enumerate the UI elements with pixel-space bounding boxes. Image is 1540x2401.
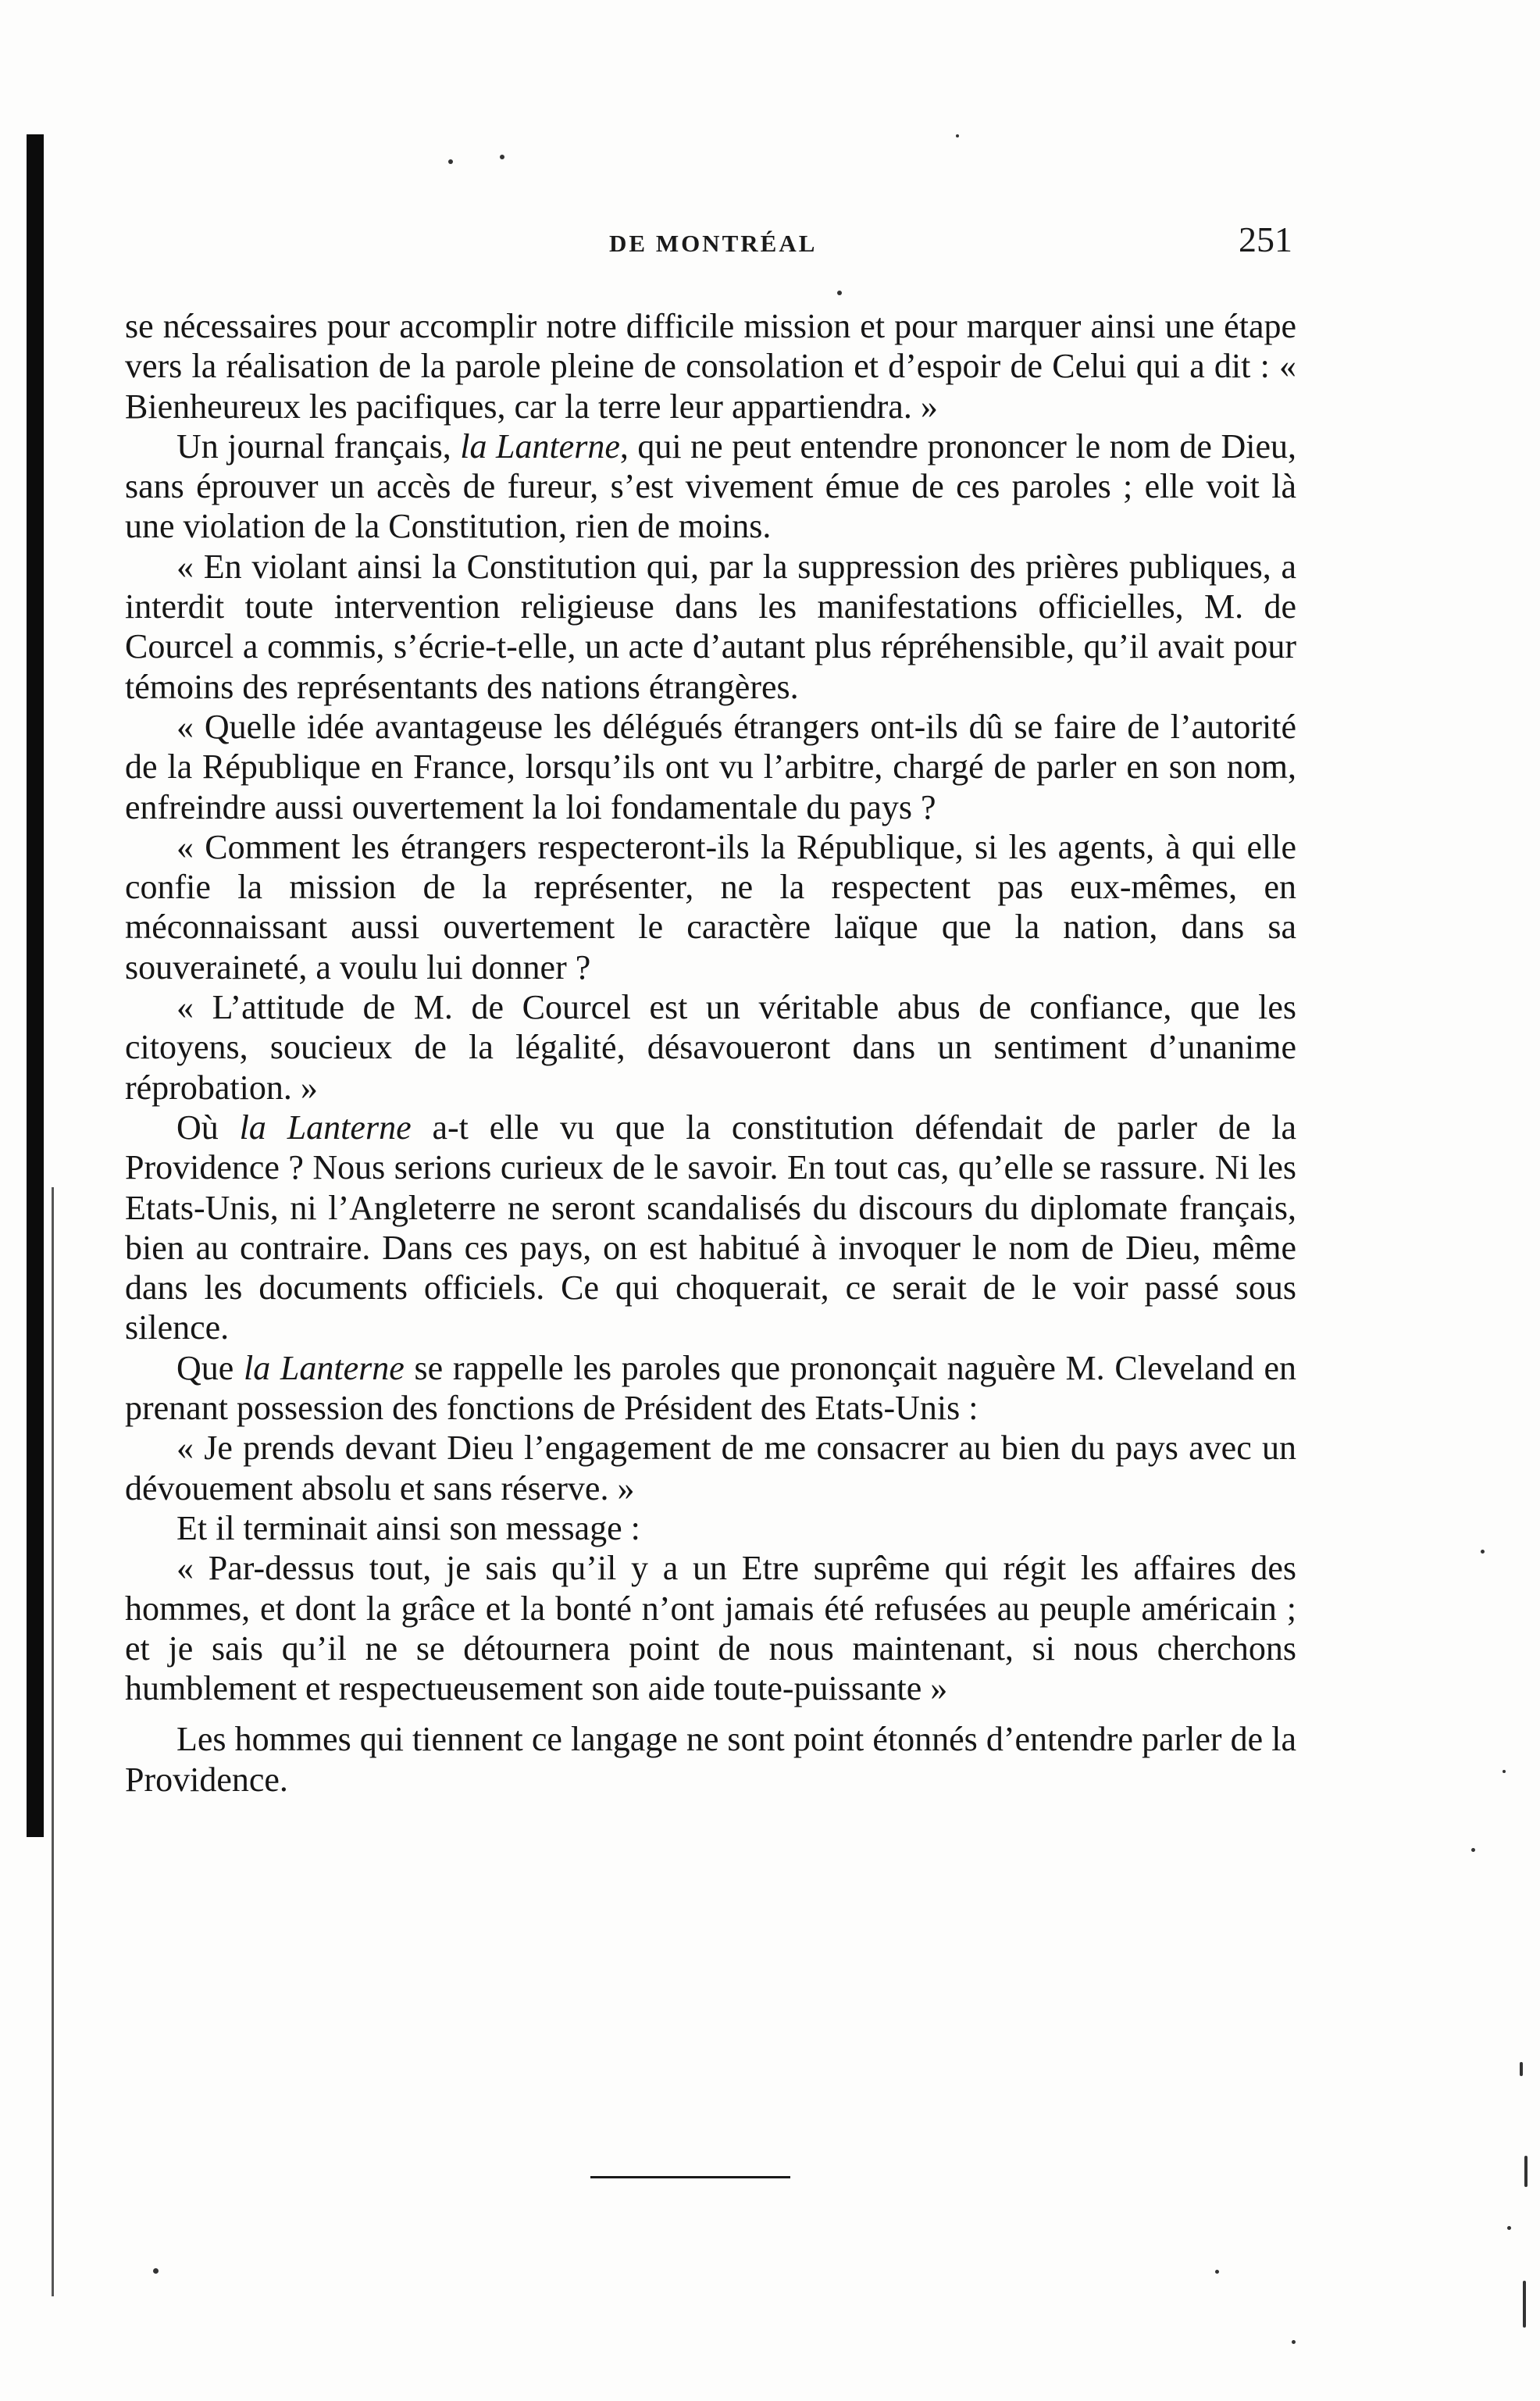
paragraph (125, 1508, 1296, 1548)
text-run: Que (176, 1348, 244, 1387)
paragraph (125, 1548, 1296, 1708)
paragraph (125, 426, 1296, 547)
body-text (125, 306, 1296, 1800)
text-run: se rappelle les paroles que prononçait naguère M. Cleveland en prenant possession des fonctions de Président des Etats-Unis : (125, 1348, 1296, 1428)
text-run: « En violant ainsi la Constitution qui, par la suppression des prières publiques, a interdit toute intervention religieuse dans les manifestations officielles, M. de Courcel a commis, s’écrie-t-elle, un acte d’autant plus répréhensible, qu’il avait pour témoins des représentants des nations étrangères. (125, 547, 1296, 706)
text-run: « Comment les étrangers respecteront-ils la République, si les agents, à qui elle confie la mission de la représenter, ne la respectent pas eux-mêmes, en méconnaissant aussi ouvertement le caractère laïque que la nation, dans sa souveraineté, a voulu lui donner ? (125, 827, 1296, 986)
paragraph (125, 1348, 1296, 1429)
paragraph (125, 306, 1296, 426)
binding-edge-shadow (27, 134, 44, 1837)
scan-speck (1524, 2156, 1528, 2187)
italic-title: la Lanterne (460, 426, 620, 466)
paragraph (125, 707, 1296, 827)
text-run: « Par-dessus tout, je sais qu’il y a un Etre suprême qui régit les affaires des hommes, et dont la grâce et la bonté n’ont jamais été refusées au peuple américain ; et je sais qu’il ne se détournera point de nous maintenant, si nous cherchons humblement et respectueusement son aide toute-puissante » (125, 1549, 1296, 1708)
italic-title: la Lanterne (244, 1348, 405, 1387)
text-run: se nécessaires pour accomplir notre difficile mission et pour marquer ainsi une étape vers la réalisation de la parole pleine de consolation et d’espoir de Celui qui a dit : « Bienheureux les pacifiques, car la terre leur appartiendra. » (125, 307, 1296, 426)
paragraph (125, 1428, 1296, 1508)
scan-speck (1520, 2062, 1523, 2076)
scan-speck (1523, 2281, 1526, 2328)
text-run: « L’attitude de M. de Courcel est un véritable abus de confiance, que les citoyens, soucieux de la légalité, désavoueront dans un sentiment d’unanime réprobation. » (125, 988, 1296, 1107)
scan-speck (448, 159, 453, 164)
text-run: Un journal français, (176, 426, 461, 466)
scan-speck (837, 291, 842, 295)
running-head: DE MONTRÉAL (609, 230, 818, 257)
text-run: « Je prends devant Dieu l’engagement de me consacrer au bien du pays avec un dévouement absolu et sans réserve. » (125, 1429, 1296, 1507)
scan-speck (1503, 1770, 1506, 1773)
italic-title: la Lanterne (239, 1108, 412, 1147)
text-run: Les hommes qui tiennent ce langage ne sont point étonnés d’entendre parler de la Providence. (125, 1720, 1296, 1799)
binding-edge-line (52, 1187, 54, 2296)
scan-speck (1471, 1848, 1475, 1852)
scan-speck (153, 2268, 159, 2274)
paragraph (125, 1108, 1296, 1348)
paragraph (125, 827, 1296, 987)
text-run: « Quelle idée avantageuse les délégués étrangers ont-ils dû se faire de l’autorité de la République en France, lorsqu’ils ont vu l’arbitre, chargé de parler en son nom, enfreindre aussi ouvertement la loi fondamentale du pays ? (125, 707, 1296, 826)
scan-speck (1292, 2340, 1296, 2344)
text-run: a-t elle vu que la constitution défendait de parler de la Providence ? Nous serions curieux de le savoir. En tout cas, qu’elle se rassure. Ni les Etats-Unis, ni l’Angleterre ne seront scandalisés du discours du diplomate français, bien au contraire. Dans ces pays, on est habitué à invoquer le nom de Dieu, même dans les documents officiels. Ce qui choquerait, ce serait de le voir passé sous silence. (125, 1108, 1297, 1347)
scan-speck (1215, 2270, 1219, 2274)
text-run: Où (176, 1108, 240, 1147)
page-number: 251 (1239, 219, 1292, 259)
text-run: Et il terminait ainsi son message : (176, 1508, 640, 1547)
text-run: , qui ne peut entendre prononcer le nom de Dieu, sans éprouver un accès de fureur, s’est vivement émue de ces paroles ; elle voit là une violation de la Constitution, rien de moins. (125, 426, 1296, 546)
scan-speck (500, 155, 504, 159)
paragraph (125, 1719, 1296, 1800)
paragraph (125, 987, 1296, 1108)
paragraph (125, 547, 1296, 707)
scan-speck (1507, 2226, 1511, 2230)
scan-speck (956, 134, 959, 137)
scan-speck (1481, 1550, 1485, 1554)
end-rule (590, 2176, 790, 2178)
